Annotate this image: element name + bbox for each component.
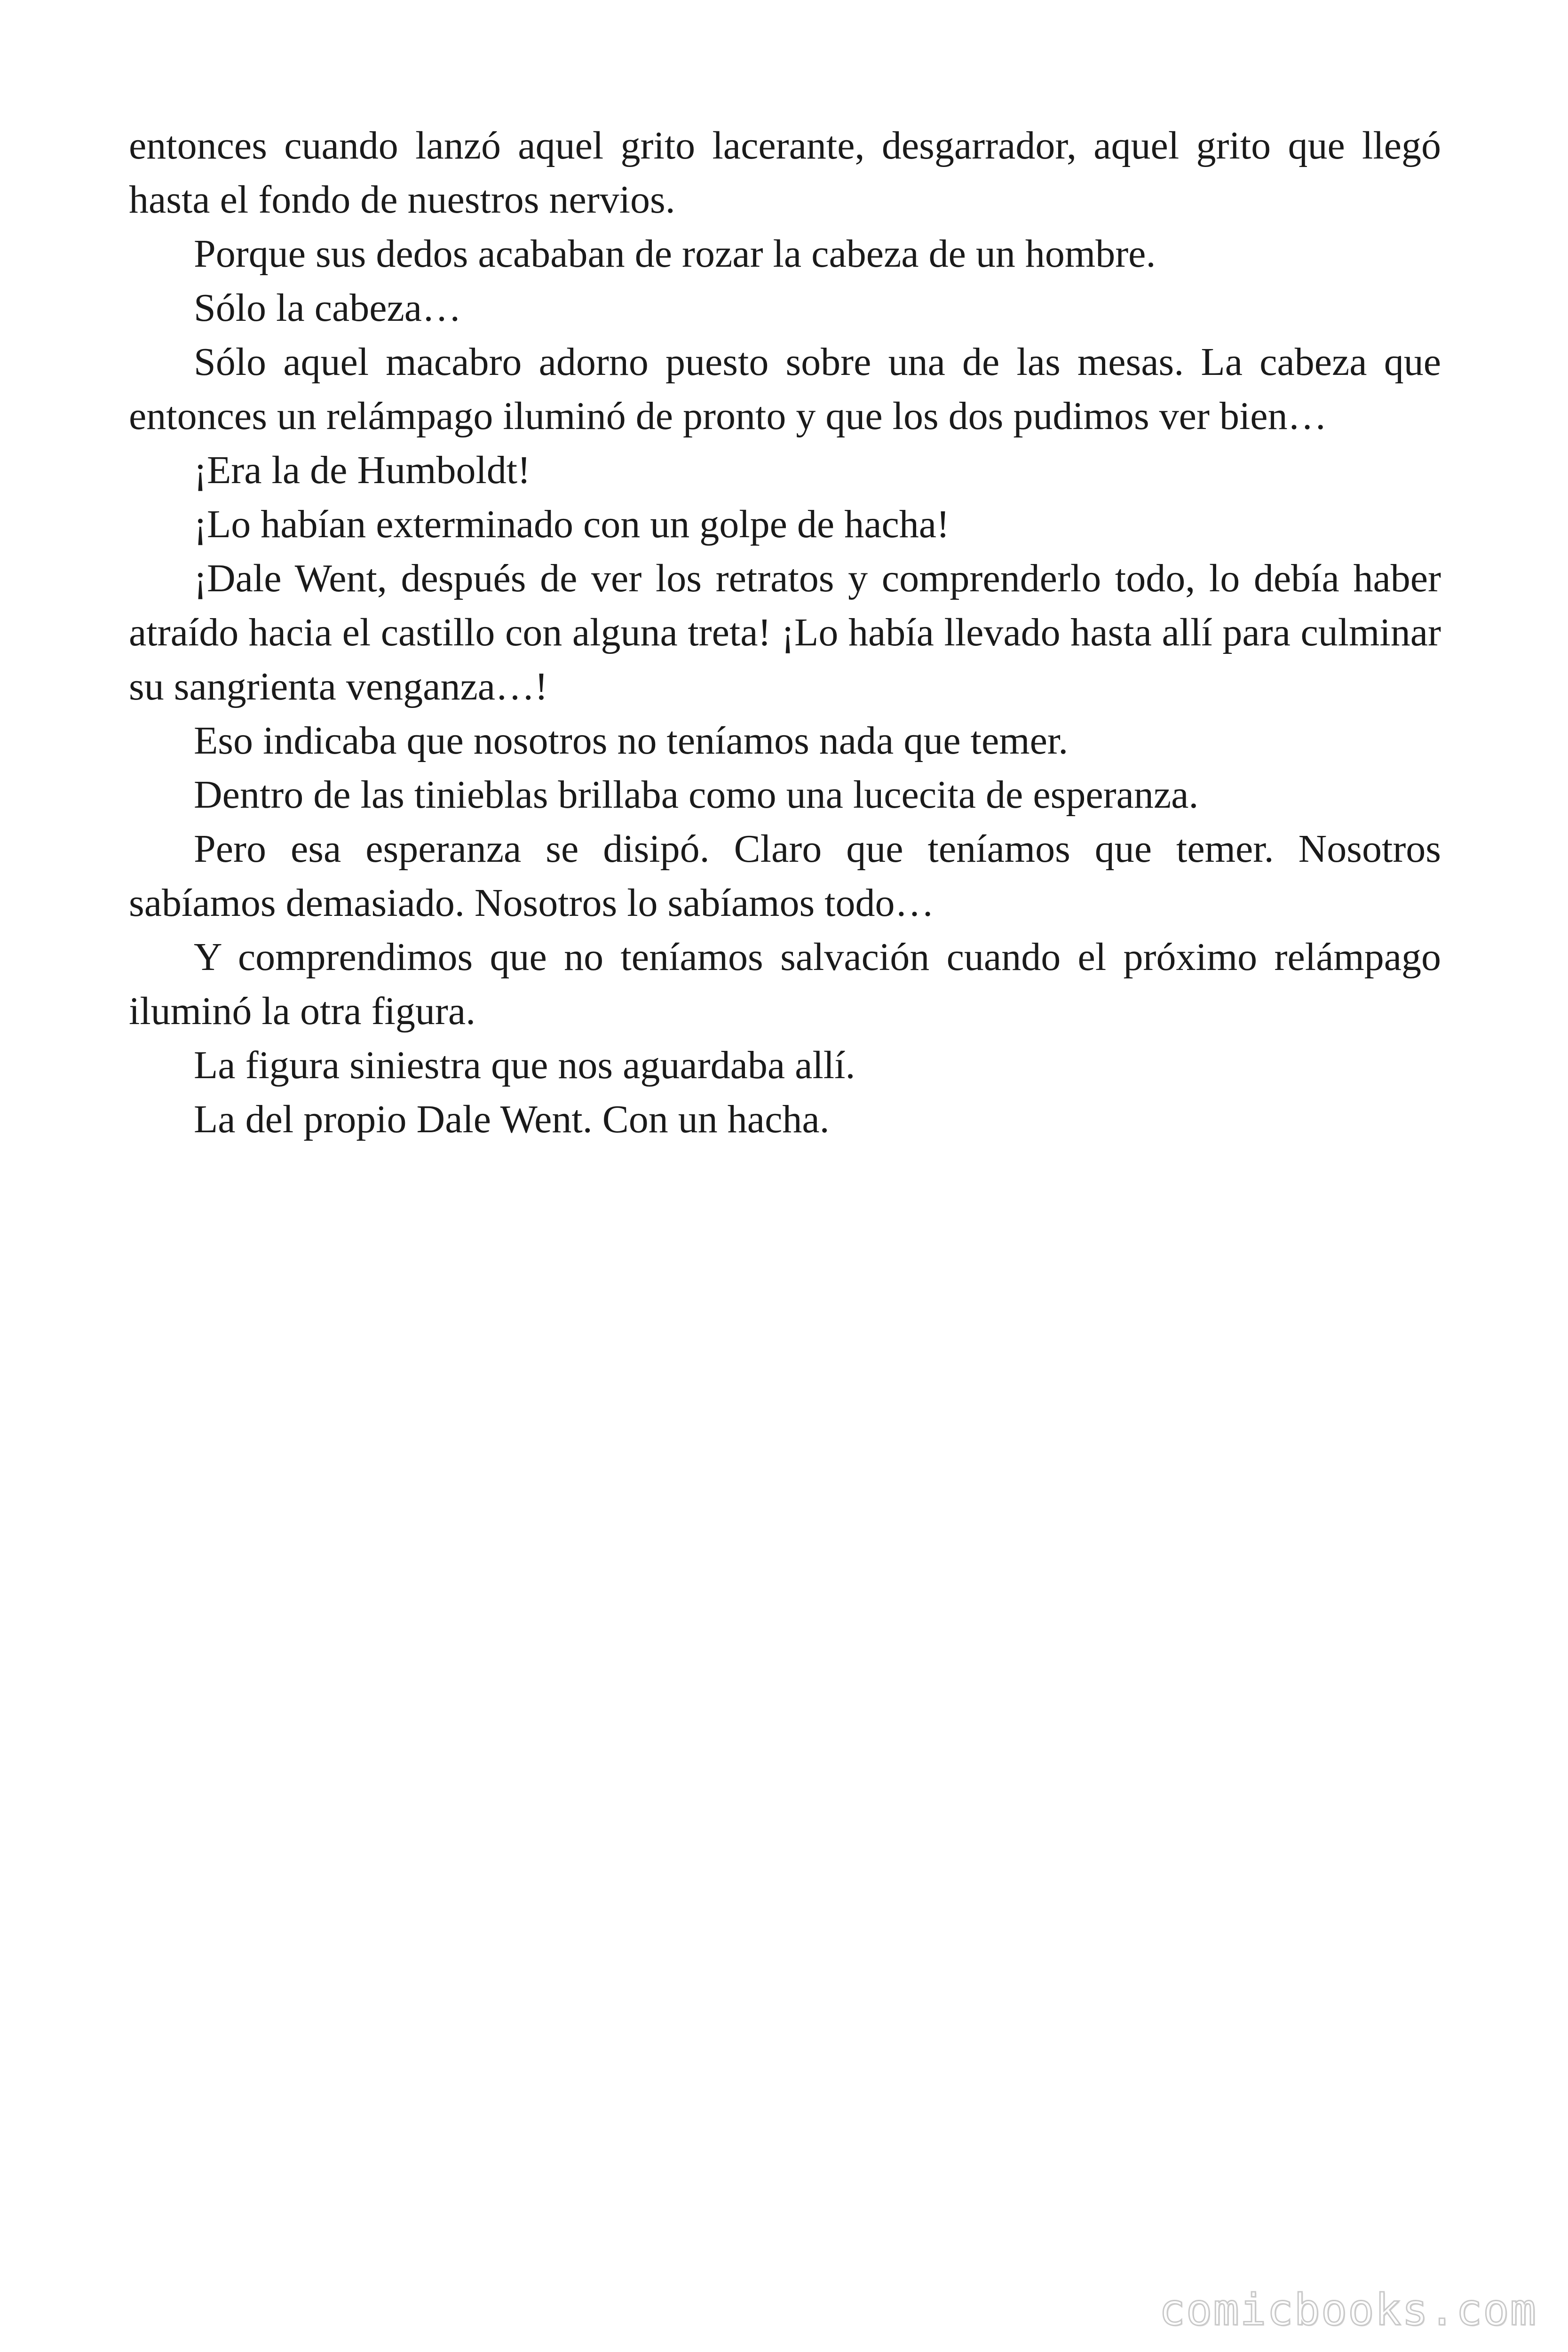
body-text	[129, 119, 1441, 1146]
watermark: comicbooks.com	[1159, 2285, 1537, 2335]
paragraph: Pero esa esperanza se disipó. Claro que teníamos que temer. Nosotros sabíamos demasiado. Nosotros lo sabíamos todo…	[129, 827, 1441, 925]
paragraph: Dentro de las tinieblas brillaba como una lucecita de esperanza.	[194, 773, 1199, 817]
paragraph-continuation: entonces cuando lanzó aquel grito lacerante, desgarrador, aquel grito que llegó hasta el fondo de nuestros nervios.	[129, 124, 1441, 222]
paragraph: ¡Era la de Humboldt!	[194, 448, 531, 492]
paragraph: Porque sus dedos acababan de rozar la cabeza de un hombre.	[194, 232, 1156, 276]
paragraph: Sólo la cabeza…	[194, 286, 462, 330]
paragraph: Sólo aquel macabro adorno puesto sobre una de las mesas. La cabeza que entonces un relámpago iluminó de pronto y que los dos pudimos ver bien…	[129, 340, 1441, 438]
paragraph: La del propio Dale Went. Con un hacha.	[194, 1097, 830, 1141]
paragraph: ¡Dale Went, después de ver los retratos y comprenderlo todo, lo debía haber atraído hacia el castillo con alguna treta! ¡Lo había llevado hasta allí para culminar su sangrienta venganza…!	[129, 556, 1441, 708]
paragraph: Y comprendimos que no teníamos salvación cuando el próximo relámpago iluminó la otra figura.	[129, 935, 1441, 1033]
paragraph: La figura siniestra que nos aguardaba allí.	[194, 1043, 855, 1087]
paragraph: Eso indicaba que nosotros no teníamos nada que temer.	[194, 719, 1069, 763]
paragraph: ¡Lo habían exterminado con un golpe de hacha!	[194, 502, 950, 546]
